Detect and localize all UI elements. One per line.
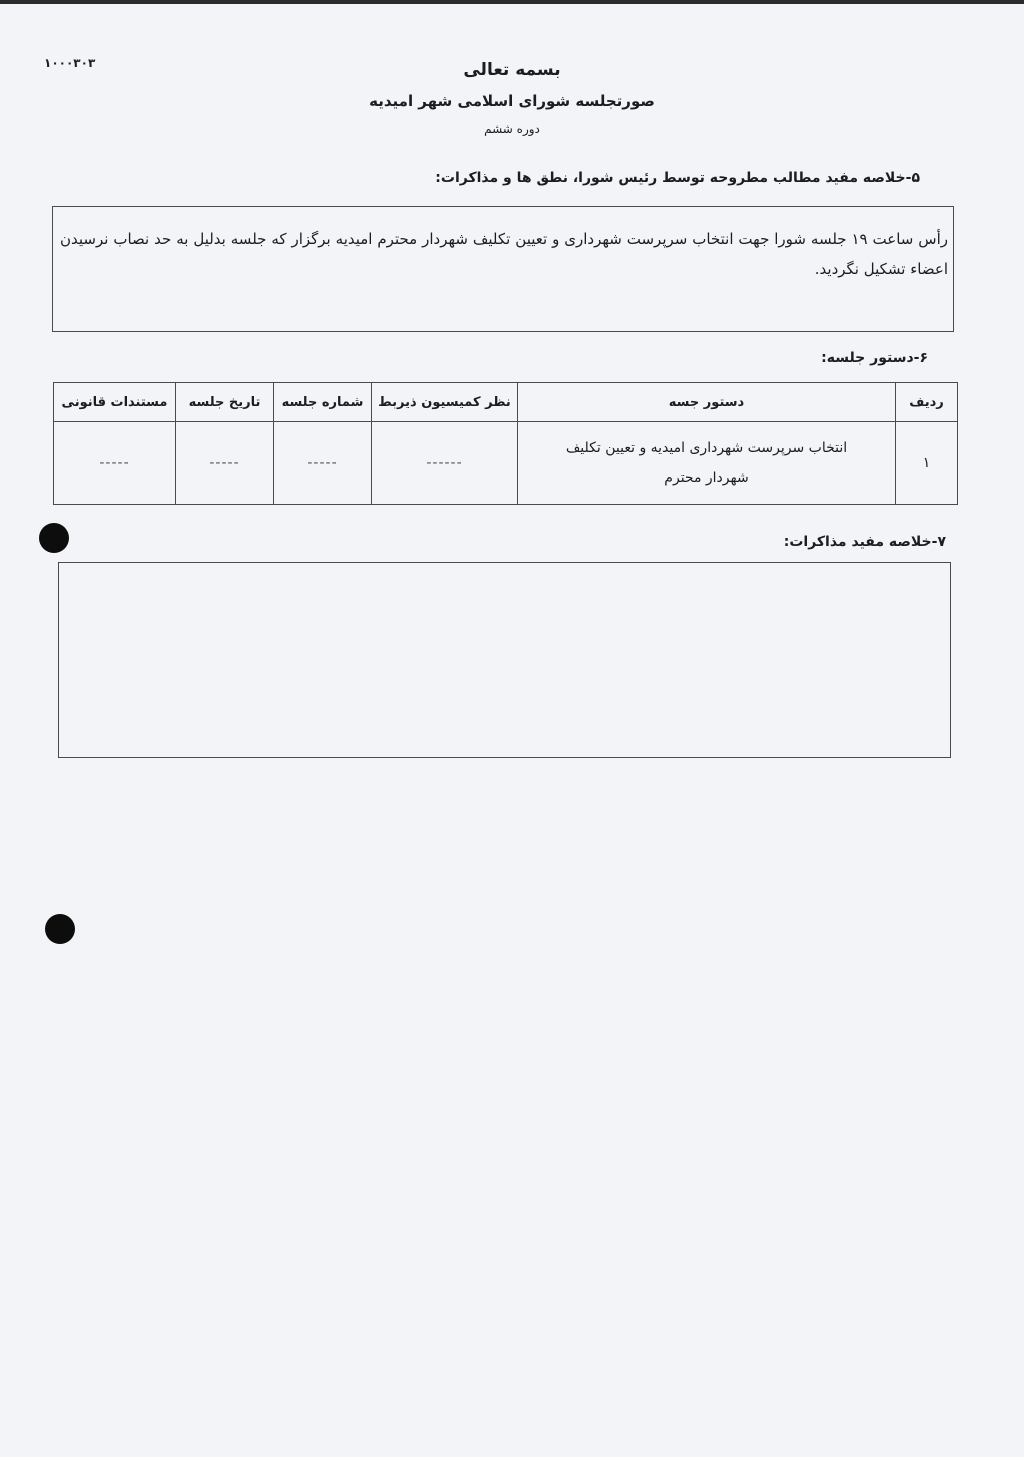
punch-hole (45, 914, 75, 944)
table-header-row (54, 383, 958, 422)
document-title: صورتجلسه شورای اسلامی شهر امیدیه (369, 92, 655, 110)
cell-session-number: ----- (274, 422, 372, 505)
scan-edge (0, 0, 1024, 4)
cell-commission: ------ (372, 422, 518, 505)
col-header-legal-docs: مستندات قانونی (54, 383, 176, 422)
col-header-agenda: دستور جسه (518, 383, 896, 422)
punch-hole (39, 523, 69, 553)
col-header-session-number: شماره جلسه (274, 383, 372, 422)
section7-box (58, 562, 951, 758)
cell-legal-docs: ----- (54, 422, 176, 505)
cell-session-date: ----- (176, 422, 274, 505)
agenda-table (53, 382, 958, 505)
section6-heading: ۶-دستور جلسه: (821, 350, 928, 366)
col-header-commission: نظر کمیسیون ذیربط (372, 383, 518, 422)
col-header-row-number: ردیف (896, 383, 958, 422)
letter-number-stamp: ۱۰۰۰۳۰۳ (44, 56, 96, 70)
basmala-heading: بسمه تعالی (463, 60, 561, 80)
col-header-session-date: تاریخ جلسه (176, 383, 274, 422)
section7-heading: ۷-خلاصه مفید مذاکرات: (783, 534, 946, 550)
table-row (54, 422, 958, 505)
section5-text: رأس ساعت ۱۹ جلسه شورا جهت انتخاب سرپرست شهرداری و تعیین تکلیف شهردار محترم امیدیه برگزار که جلسه بدلیل به حد نصاب نرسیدن اعضاء تشکیل نگردید. (60, 230, 949, 278)
section5-heading: ۵-خلاصه مفید مطالب مطروحه توسط رئیس شورا، نطق ها و مذاکرات: (435, 170, 920, 186)
cell-agenda-topic: انتخاب سرپرست شهرداری امیدیه و تعیین تکلیف شهردار محترم (518, 422, 896, 505)
cell-row-number: ۱ (896, 422, 958, 505)
council-term: دوره ششم (484, 122, 540, 136)
